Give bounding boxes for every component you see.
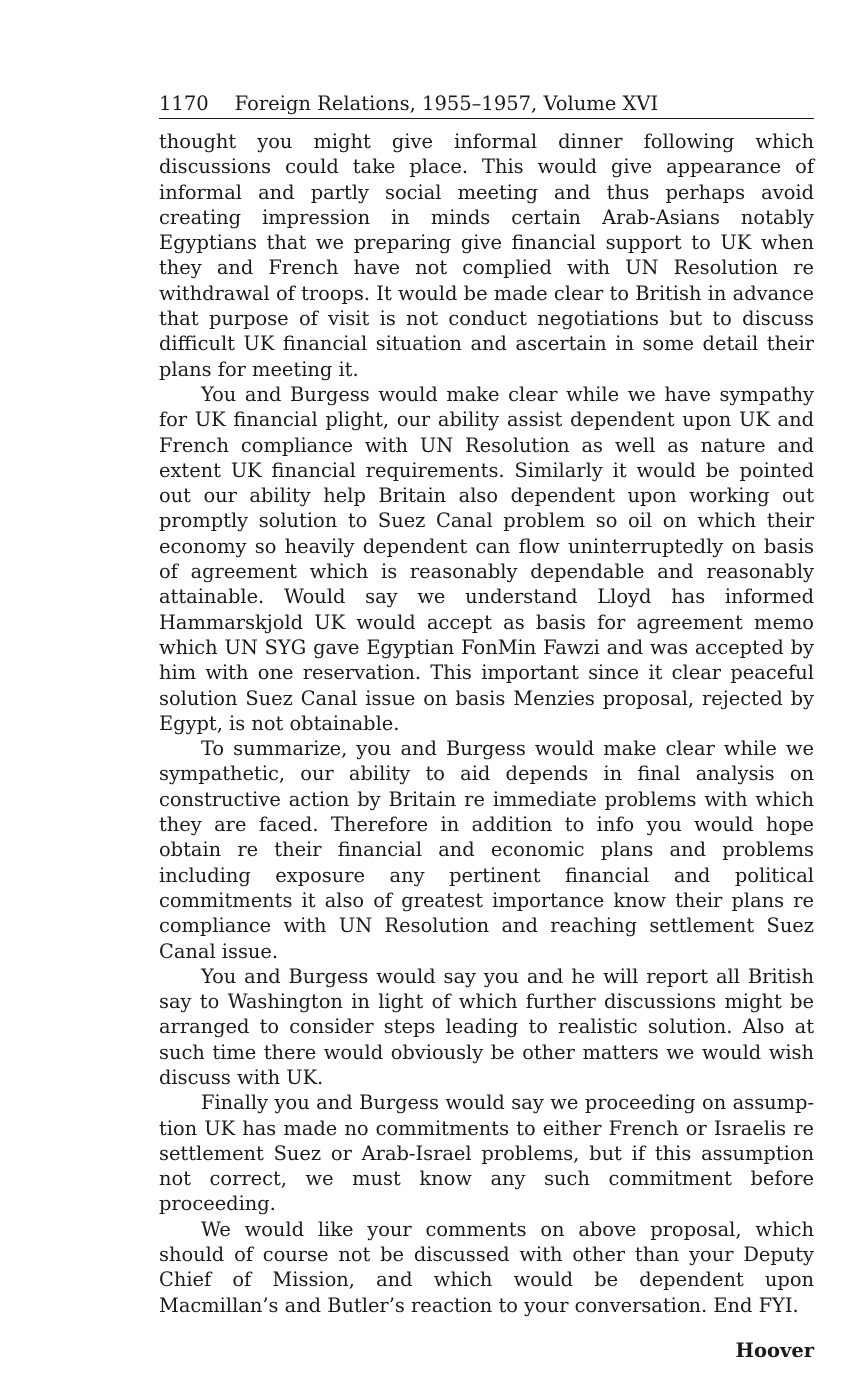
- signature: Hoover: [735, 1338, 814, 1362]
- running-header: [159, 90, 814, 119]
- page-number: 1170: [159, 92, 209, 115]
- paragraph: Finally you and Burgess would say we proceeding on assumption UK has made no commitments to either French or Israelis re settlement Suez or Arab-Israel problems, but if this assumption not correct, we must know any such commitment before proceeding.: [159, 1091, 814, 1216]
- telegram-body: [159, 129, 814, 1318]
- paragraph: You and Burgess would say you and he will report all British say to Washington in light of which further discussions might be arranged to consider steps leading to realistic solution. Also at such time there would obviously be other matters we would wish discuss with UK.: [159, 964, 814, 1089]
- volume-title: Foreign Relations, 1955–1957, Volume XVI: [234, 92, 659, 115]
- paragraph-continued: thought you might give informal dinner following which discussions could take place. This would give appearance of informal and partly social meeting and thus perhaps avoid creating impression in minds certain Arab-Asians notably Egyptians that we preparing give financial support to UK when they and French have not complied with UN Resolution re withdrawal of troops. It would be made clear to British in advance that purpose of visit is not conduct negotiations but to discuss difficult UK financial situation and ascertain in some detail their plans for meeting it.: [159, 130, 814, 381]
- document-page: [159, 90, 814, 1363]
- paragraph: To summarize, you and Burgess would make clear while we sympathetic, our ability to aid depends in final analysis on constructive action by Britain re immediate problems with which they are faced. Therefore in addition to info you would hope obtain re their financial and economic plans and problems including exposure any pertinent financial and political commitments it also of greatest importance know their plans re compliance with UN Resolution and reaching settlement Suez Canal issue.: [159, 737, 814, 963]
- paragraph: You and Burgess would make clear while we have sympathy for UK financial plight, our ability assist dependent upon UK and French compliance with UN Resolution as well as nature and extent UK financial requirements. Similarly it would be pointed out our ability help Britain also dependent upon working out promptly solution to Suez Canal problem so oil on which their economy so heavily dependent can flow uninterruptedly on basis of agreement which is reasonably dependable and reasonably attainable. Would say we understand Lloyd has informed Hammarskjold UK would accept as basis for agreement memo which UN SYG gave Egyptian FonMin Fawzi and was accepted by him with one reservation. This important since it clear peaceful solution Suez Canal issue on basis Menzies proposal, rejected by Egypt, is not obtainable.: [159, 382, 814, 735]
- paragraph: We would like your comments on above proposal, which should of course not be discussed with other than your Deputy Chief of Mission, and which would be dependent upon Macmillan’s and Butler’s reaction to your conversation. End FYI.: [159, 1217, 814, 1317]
